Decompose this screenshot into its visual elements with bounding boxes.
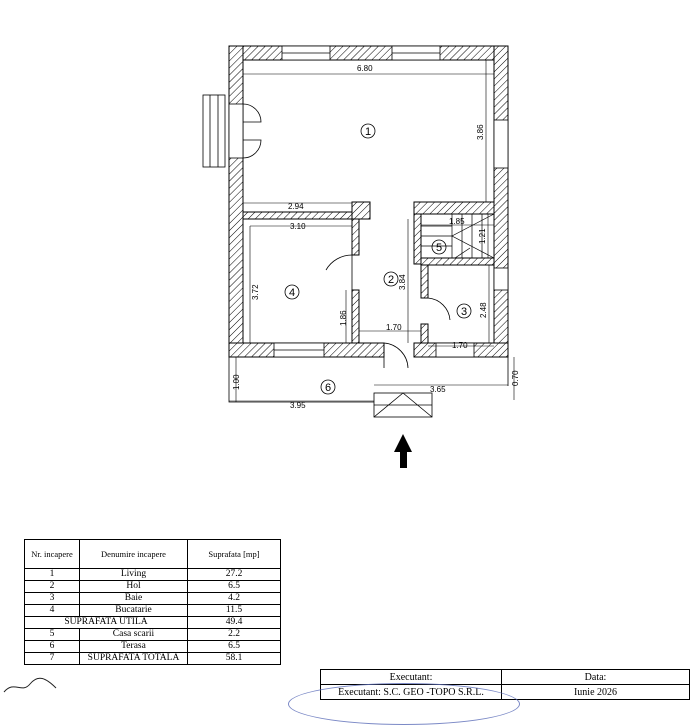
legend-nr: 3 [25,593,80,605]
data-value: Iunie 2026 [502,685,690,700]
legend-nr: 1 [25,569,80,581]
svg-text:6: 6 [324,382,332,394]
dim-living-depth: 3.86 [476,124,485,140]
legend-name: Living [80,569,188,581]
total-row [25,653,281,665]
utila-row [25,617,281,629]
room-number-1 [361,124,375,138]
table-row [25,593,281,605]
svg-text:3: 3 [460,306,468,318]
legend-nr: 6 [25,641,80,653]
room-number-6 [321,380,335,394]
legend-name: Bucatarie [80,605,188,617]
legend-name: Hol [80,581,188,593]
left-door [203,95,261,167]
svg-text:2: 2 [387,274,395,286]
terrace [229,357,508,417]
table-row [25,569,281,581]
dim-stair-depth: 1.21 [478,228,487,244]
legend-area: 11.5 [188,605,281,617]
table-row [25,641,281,653]
dim-bath-width: 1.70 [452,341,468,350]
room-number-5 [432,240,446,254]
svg-text:1: 1 [364,126,372,138]
signature [0,672,60,699]
legend-area: 2.2 [188,629,281,641]
dim-kitchen-door: 1.86 [339,310,348,326]
executant-label: Executant: [321,670,502,685]
dim-bath-depth: 2.48 [479,302,488,318]
dim-stair-width: 1.85 [449,217,465,226]
legend-nr: 2 [25,581,80,593]
utila-value: 49.4 [188,617,281,629]
total-label: SUPRAFATA TOTALA [80,653,188,665]
legend-name: Baie [80,593,188,605]
dim-kitchen-top-b: 3.10 [290,222,306,231]
legend-nr: 4 [25,605,80,617]
room-legend-table [24,539,281,665]
table-row [25,605,281,617]
legend-name: Terasa [80,641,188,653]
room-number-3 [457,304,471,318]
room-number-2 [384,272,398,286]
legend-area: 4.2 [188,593,281,605]
dim-right-offset: 0.70 [511,370,520,386]
total-value: 58.1 [188,653,281,665]
dim-terrace-right: 3.65 [430,385,446,394]
table-row [25,629,281,641]
legend-header-row [25,540,281,569]
legend-area: 6.5 [188,581,281,593]
legend-header-name: Denumire incapere [80,540,188,569]
legend-area: 27.2 [188,569,281,581]
entrance-arrow-icon [394,434,412,468]
legend-name: Casa scarii [80,629,188,641]
utila-label: SUPRAFATA UTILA [25,617,188,629]
executant-value: Executant: S.C. GEO -TOPO S.R.L. [321,685,502,700]
legend-area: 6.5 [188,641,281,653]
svg-text:4: 4 [288,287,296,299]
dim-kitchen-depth: 3.72 [251,284,260,300]
legend-header-area: Suprafata [mp] [188,540,281,569]
room-number-4 [285,285,299,299]
data-label: Data: [502,670,690,685]
stamp-seal [288,683,520,725]
dim-living-width: 6.80 [357,64,373,73]
table-row [25,581,281,593]
svg-text:5: 5 [435,242,443,254]
total-nr: 7 [25,653,80,665]
dim-hall-width: 1.70 [386,323,402,332]
dim-terrace-depth: 1.00 [232,374,241,390]
dim-terrace-left: 3.95 [290,401,306,410]
dim-kitchen-top-a: 2.94 [288,202,304,211]
dim-hall-depth: 3.84 [398,274,407,290]
legend-header-nr: Nr. incapere [25,540,80,569]
legend-nr: 5 [25,629,80,641]
